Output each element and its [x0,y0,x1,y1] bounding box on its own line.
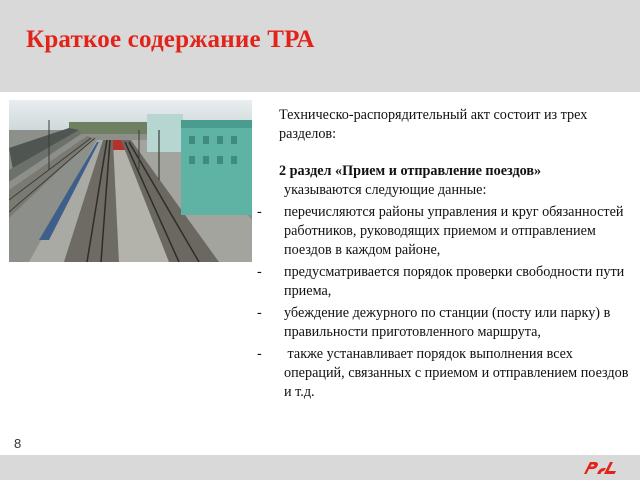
page-number: 8 [14,436,22,451]
railway-station-photo [9,100,252,262]
list-item-text: предусматривается порядок проверки свободности пути приема, [284,264,625,299]
railway-photo-illustration [9,100,252,262]
list-item [257,203,635,260]
list-item-text: убеждение дежурного по станции (посту или парку) в правильности приготовленного маршрута, [284,305,611,340]
bullet-dash: - [257,346,262,362]
slide-title: Краткое содержание ТРА [26,26,315,53]
bullet-dash: - [257,204,262,220]
section-title: 2 раздел «Прием и отправление поездов» [279,163,542,179]
list-item [257,304,635,342]
list-item [257,345,635,402]
content-text [257,106,635,402]
bullet-dash: - [257,305,262,321]
list-item-text: также устанавливает порядок выполнения всех операций, связанных с приемом и отправлением поездов и т.д. [284,346,632,400]
list-item-text: перечисляются районы управления и круг обязанностей работников, руководящих приемом и отправлением поездов в каждом районе, [284,204,624,258]
footer-band [0,455,640,480]
bullet-dash: - [257,264,262,280]
list-item [257,263,635,301]
section-heading [257,162,635,181]
section-subtitle: указываются следующие данные: [284,182,487,198]
rzd-logo-icon [582,458,618,476]
intro-paragraph: Техническо-распорядительный акт состоит из трех разделов: [279,107,588,142]
